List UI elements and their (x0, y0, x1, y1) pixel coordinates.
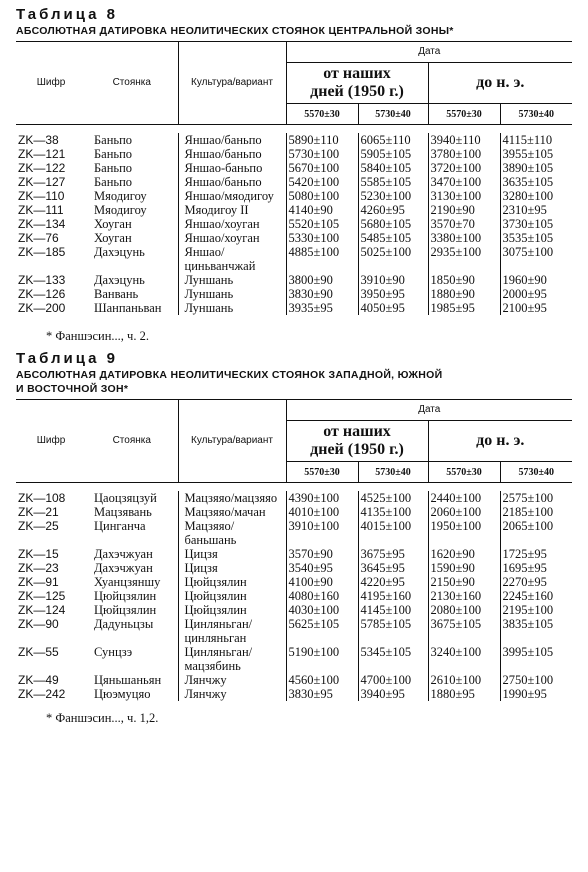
row-culture: Лянчжу (178, 687, 286, 701)
row-bce-5570: 2610±100 (428, 673, 500, 687)
table9-header-h3: 5570±30 (428, 462, 500, 483)
table-row (16, 301, 572, 315)
row-years-5730: 3675±95 (358, 547, 428, 561)
row-site: Хоуган (94, 217, 132, 231)
table9-body (16, 483, 572, 702)
row-bce-5730: 3730±105 (500, 217, 572, 231)
row-culture: Цюйцзялин (178, 589, 286, 603)
table8-header-h3: 5570±30 (428, 104, 500, 125)
row-site: Баньпо (94, 147, 133, 161)
row-bce-5570: 3720±100 (428, 161, 500, 175)
row-bce-5730: 2575±100 (500, 491, 572, 505)
row-bce-5570: 3470±100 (428, 175, 500, 189)
table-row (16, 231, 572, 245)
row-years-5730: 5230±100 (358, 189, 428, 203)
row-years-5730: 4050±95 (358, 301, 428, 315)
table9-header-h1: 5570±30 (286, 462, 358, 483)
table-row (16, 547, 572, 561)
row-culture: Цинляньган/цинляньган (178, 617, 286, 645)
row-years-5570: 4560±100 (286, 673, 358, 687)
table9-footnote: * Фаншэсин..., ч. 1,2. (46, 711, 159, 725)
row-years-5570: 4885±100 (286, 245, 358, 273)
row-site: Дахэчжуан (94, 547, 153, 561)
row-code: ZK—125 (18, 589, 66, 603)
table-row (16, 519, 572, 547)
row-years-5570: 5190±100 (286, 645, 358, 673)
row-culture: Яншао/баньпо (178, 175, 286, 189)
row-code: ZK—124 (18, 603, 66, 617)
row-bce-5730: 2245±160 (500, 589, 572, 603)
row-years-5730: 4015±100 (358, 519, 428, 547)
row-years-5730: 5585±105 (358, 175, 428, 189)
row-bce-5570: 1590±90 (428, 561, 500, 575)
table-row (16, 603, 572, 617)
table9-header-from-today: от наших дней (1950 г.) (286, 421, 428, 462)
row-bce-5570: 2935±100 (428, 245, 500, 273)
row-culture: Цюйцзялин (178, 575, 286, 589)
row-years-5730: 4700±100 (358, 673, 428, 687)
row-bce-5730: 1990±95 (500, 687, 572, 701)
row-years-5730: 5840±105 (358, 161, 428, 175)
row-bce-5730: 4115±110 (500, 133, 572, 147)
row-bce-5730: 2185±100 (500, 505, 572, 519)
row-culture: Лянчжу (178, 673, 286, 687)
row-code: ZK—111 (18, 203, 64, 217)
row-bce-5570: 2060±100 (428, 505, 500, 519)
row-years-5570: 4030±100 (286, 603, 358, 617)
table-row (16, 589, 572, 603)
table8-header-h2: 5730±40 (358, 104, 428, 125)
row-bce-5730: 3995±105 (500, 645, 572, 673)
row-bce-5730: 3890±105 (500, 161, 572, 175)
table-row (16, 287, 572, 301)
table-row (16, 491, 572, 505)
row-bce-5730: 2195±100 (500, 603, 572, 617)
table9-header-h2: 5730±40 (358, 462, 428, 483)
table-row (16, 161, 572, 175)
row-years-5730: 5785±105 (358, 617, 428, 645)
row-site: Баньпо (94, 175, 133, 189)
row-code: ZK—23 (18, 561, 59, 575)
row-site: Цинганча (94, 519, 146, 533)
document-page (16, 6, 572, 726)
row-years-5570: 3830±90 (286, 287, 358, 301)
table8-heading: АБСОЛЮТНАЯ ДАТИРОВКА НЕОЛИТИЧЕСКИХ СТОЯНОК ЦЕНТРАЛЬНОЙ ЗОНЫ* (16, 25, 454, 37)
row-code: ZK—38 (18, 133, 59, 147)
row-code: ZK—127 (18, 175, 66, 189)
row-code: ZK—91 (18, 575, 59, 589)
row-site: Дахэцунь (94, 273, 145, 287)
row-code: ZK—90 (18, 617, 59, 631)
row-code: ZK—108 (18, 491, 66, 505)
row-years-5570: 5520±105 (286, 217, 358, 231)
row-code: ZK—126 (18, 287, 66, 301)
row-years-5570: 3935±95 (286, 301, 358, 315)
table8-header-culture: Культура/вариант (178, 42, 286, 125)
row-bce-5730: 1695±95 (500, 561, 572, 575)
table9-header-code: Шифр (16, 400, 86, 483)
row-years-5730: 3950±95 (358, 287, 428, 301)
table-row (16, 175, 572, 189)
row-years-5570: 4010±100 (286, 505, 358, 519)
row-site: Дахэцунь (94, 245, 145, 259)
table-row (16, 645, 572, 673)
row-site: Шанпаньван (94, 301, 162, 315)
row-culture: Яншао/баньпо (178, 147, 286, 161)
row-culture: Мацзяяо/мацзяяо (178, 491, 286, 505)
row-bce-5570: 3570±70 (428, 217, 500, 231)
row-site: Дадуньцзы (94, 617, 154, 631)
row-bce-5570: 1880±95 (428, 687, 500, 701)
row-years-5570: 4140±90 (286, 203, 358, 217)
table9-header-bce: до н. э. (428, 421, 572, 462)
table8-footnote: * Фаншэсин..., ч. 2. (46, 329, 149, 343)
row-bce-5730: 3835±105 (500, 617, 572, 645)
row-culture: Цицзя (178, 547, 286, 561)
row-bce-5570: 1950±100 (428, 519, 500, 547)
row-culture: Цицзя (178, 561, 286, 575)
table8-caption: Таблица 8 (16, 6, 119, 23)
row-years-5570: 4390±100 (286, 491, 358, 505)
row-site: Хоуган (94, 231, 132, 245)
row-years-5730: 3645±95 (358, 561, 428, 575)
row-bce-5730: 2310±95 (500, 203, 572, 217)
table8-header-bce: до н. э. (428, 63, 572, 104)
table8-header-from-today: от наших дней (1950 г.) (286, 63, 428, 104)
table-row (16, 273, 572, 287)
row-bce-5730: 1960±90 (500, 273, 572, 287)
row-code: ZK—21 (18, 505, 59, 519)
row-site: Цюйцзялин (94, 589, 157, 603)
row-bce-5570: 2080±100 (428, 603, 500, 617)
row-years-5570: 5420±100 (286, 175, 358, 189)
row-site: Цяньшаньян (94, 673, 162, 687)
table-row (16, 245, 572, 273)
table9-header-site: Стоянка (86, 400, 178, 483)
table-row (16, 505, 572, 519)
row-bce-5570: 1620±90 (428, 547, 500, 561)
row-bce-5730: 2000±95 (500, 287, 572, 301)
row-years-5570: 3830±95 (286, 687, 358, 701)
table8-header-date: Дата (286, 42, 572, 63)
row-culture: Мацзяяо/баньшань (178, 519, 286, 547)
row-code: ZK—15 (18, 547, 59, 561)
row-bce-5570: 3240±100 (428, 645, 500, 673)
row-years-5730: 4220±95 (358, 575, 428, 589)
table9-heading-line1: АБСОЛЮТНАЯ ДАТИРОВКА НЕОЛИТИЧЕСКИХ СТОЯНОК ЗАПАДНОЙ, ЮЖНОЙ (16, 369, 443, 381)
row-years-5570: 3800±90 (286, 273, 358, 287)
row-code: ZK—25 (18, 519, 59, 533)
row-code: ZK—242 (18, 687, 66, 701)
row-years-5730: 5345±105 (358, 645, 428, 673)
row-culture: Яншао/баньпо (178, 133, 286, 147)
row-site: Цюэмуцяо (94, 687, 151, 701)
row-code: ZK—185 (18, 245, 66, 259)
row-culture: Луншань (178, 301, 286, 315)
row-culture: Цюйцзялин (178, 603, 286, 617)
row-code: ZK—76 (18, 231, 59, 245)
row-bce-5570: 2130±160 (428, 589, 500, 603)
row-years-5570: 3570±90 (286, 547, 358, 561)
row-bce-5730: 3075±100 (500, 245, 572, 273)
table-row (16, 217, 572, 231)
row-years-5730: 4525±100 (358, 491, 428, 505)
table-row (16, 561, 572, 575)
row-code: ZK—55 (18, 645, 59, 659)
table9-header-h4: 5730±40 (500, 462, 572, 483)
table8-header-site: Стоянка (86, 42, 178, 125)
row-site: Сунцзэ (94, 645, 133, 659)
row-years-5730: 3910±90 (358, 273, 428, 287)
table-row (16, 617, 572, 645)
row-years-5570: 5890±110 (286, 133, 358, 147)
row-site: Ванвань (94, 287, 139, 301)
row-site: Мяодигоу (94, 203, 147, 217)
row-site: Баньпо (94, 133, 133, 147)
table-row (16, 687, 572, 701)
row-culture: Яншао/хоуган (178, 217, 286, 231)
table8-body (16, 125, 572, 316)
row-bce-5730: 2065±100 (500, 519, 572, 547)
row-culture: Мяодигоу II (178, 203, 286, 217)
row-site: Дахэчжуан (94, 561, 153, 575)
row-code: ZK—110 (18, 189, 65, 203)
row-bce-5570: 3780±100 (428, 147, 500, 161)
table-row (16, 575, 572, 589)
row-culture: Яншао-баньпо (178, 161, 286, 175)
row-site: Цаоцзяцзуй (94, 491, 157, 505)
row-bce-5730: 3535±105 (500, 231, 572, 245)
row-years-5730: 5905±105 (358, 147, 428, 161)
table-row (16, 673, 572, 687)
row-culture: Яншао/циньванчжай (178, 245, 286, 273)
row-culture: Яншао/хоуган (178, 231, 286, 245)
row-site: Хуанцзяншу (94, 575, 161, 589)
table-row (16, 203, 572, 217)
table9-header-date: Дата (286, 400, 572, 421)
row-culture: Луншань (178, 273, 286, 287)
row-years-5570: 3910±100 (286, 519, 358, 547)
table-row (16, 147, 572, 161)
row-years-5730: 6065±110 (358, 133, 428, 147)
row-culture: Мацзяяо/мачан (178, 505, 286, 519)
row-years-5730: 4145±100 (358, 603, 428, 617)
table9 (16, 399, 572, 701)
row-years-5570: 3540±95 (286, 561, 358, 575)
table8-header-h1: 5570±30 (286, 104, 358, 125)
row-bce-5570: 3675±105 (428, 617, 500, 645)
row-bce-5570: 1880±90 (428, 287, 500, 301)
row-bce-5570: 1850±90 (428, 273, 500, 287)
row-code: ZK—133 (18, 273, 66, 287)
row-bce-5730: 2270±95 (500, 575, 572, 589)
row-code: ZK—49 (18, 673, 59, 687)
row-years-5730: 4260±95 (358, 203, 428, 217)
row-culture: Цинляньган/мацзябинь (178, 645, 286, 673)
table8-header-h4: 5730±40 (500, 104, 572, 125)
row-bce-5730: 3955±105 (500, 147, 572, 161)
row-years-5570: 5670±100 (286, 161, 358, 175)
row-years-5570: 5330±100 (286, 231, 358, 245)
table9-heading-line2: И ВОСТОЧНОЙ ЗОН* (16, 383, 129, 395)
row-code: ZK—121 (18, 147, 66, 161)
row-years-5730: 4195±160 (358, 589, 428, 603)
row-bce-5570: 2150±90 (428, 575, 500, 589)
row-code: ZK—200 (18, 301, 66, 315)
row-culture: Луншань (178, 287, 286, 301)
row-code: ZK—134 (18, 217, 66, 231)
row-years-5730: 5680±105 (358, 217, 428, 231)
table-row (16, 133, 572, 147)
row-years-5570: 4080±160 (286, 589, 358, 603)
row-site: Цюйцзялин (94, 603, 157, 617)
table9-header-culture: Культура/вариант (178, 400, 286, 483)
table-row (16, 189, 572, 203)
row-years-5570: 5625±105 (286, 617, 358, 645)
row-years-5730: 5025±100 (358, 245, 428, 273)
row-bce-5570: 3130±100 (428, 189, 500, 203)
row-years-5570: 5730±100 (286, 147, 358, 161)
row-bce-5730: 1725±95 (500, 547, 572, 561)
row-years-5730: 3940±95 (358, 687, 428, 701)
row-years-5730: 4135±100 (358, 505, 428, 519)
table9-caption: Таблица 9 (16, 350, 119, 367)
row-site: Мацзявань (94, 505, 152, 519)
row-bce-5730: 2750±100 (500, 673, 572, 687)
row-culture: Яншао/мяодигоу (178, 189, 286, 203)
row-site: Баньпо (94, 161, 133, 175)
row-bce-5570: 2190±90 (428, 203, 500, 217)
row-bce-5570: 1985±95 (428, 301, 500, 315)
row-bce-5730: 2100±95 (500, 301, 572, 315)
row-years-5570: 5080±100 (286, 189, 358, 203)
row-years-5730: 5485±105 (358, 231, 428, 245)
table8 (16, 41, 572, 315)
row-years-5570: 4100±90 (286, 575, 358, 589)
row-code: ZK—122 (18, 161, 66, 175)
row-site: Мяодигоу (94, 189, 147, 203)
row-bce-5730: 3635±105 (500, 175, 572, 189)
row-bce-5570: 3380±100 (428, 231, 500, 245)
row-bce-5730: 3280±100 (500, 189, 572, 203)
row-bce-5570: 2440±100 (428, 491, 500, 505)
row-bce-5570: 3940±110 (428, 133, 500, 147)
table8-header-code: Шифр (16, 42, 86, 125)
